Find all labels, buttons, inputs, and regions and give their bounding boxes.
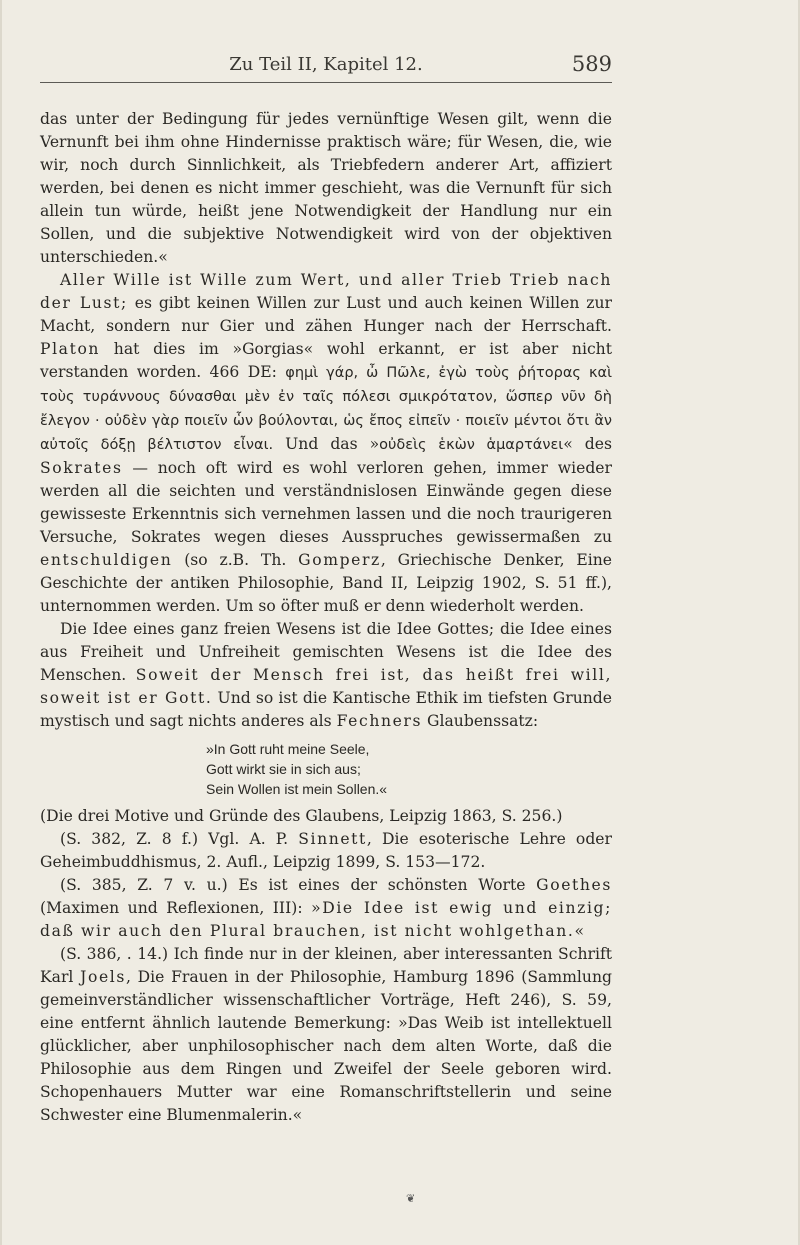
text-run: (S. 385, Z. 7 v. u.) Es ist eines der schönsten Worte [60,876,537,894]
page-edge-left [0,0,2,1245]
name-goethes: Goethes [536,876,612,894]
body-text [40,108,612,1127]
text-run: , Die Frauen in der Philosophie, Hamburg 1896 (Sammlung gemeinverständlicher wissenschaftlicher Vorträge, Heft 246), S. 59, eine entfernt ähnlich lautende Bemerkung: »Das Weib ist intellektuell glücklicher, aber unphilosophischer nach dem alten Worte, daß die Philosophie aus dem Ringen und Zweifel der Seele geboren wird. Schopenhauers Mutter war eine Romanschriftstellerin und seine Schwester eine Blumenmalerin.« [40,968,612,1124]
poem-line: »In Gott ruht meine Seele, [206,741,370,757]
ornament-mark: ❦ [406,1192,416,1205]
spaced-emphasis: Soweit der Mensch frei ist, das heißt frei will, soweit ist er Gott. [40,666,612,707]
paragraph-fechner-source: (Die drei Motive und Gründe des Glaubens, Leipzig 1863, S. 256.) [40,807,563,825]
text-run: Und so ist die Kantische Ethik im tiefsten Grunde mystisch und sagt nichts anderes als [40,689,613,730]
text-run: es gibt keinen Willen zur Lust und auch keinen Willen zur Macht, sondern nur Gier und zähen Hunger nach der Herrschaft. [40,294,612,335]
spaced-emphasis: entschuldigen [40,551,173,569]
page-number: 589 [571,52,612,76]
chapter-title: Zu Teil II, Kapitel 12. [229,54,423,75]
text-run: Die Idee eines ganz freien Wesens ist die Idee Gottes; die Idee eines aus Freiheit und Unfreiheit gemischten Wesens ist die Idee des Menschen. [40,620,612,684]
running-header [40,52,612,83]
greek-quote-oudeis: οὐδεὶς ἑκὼν ἁμαρτάνει [379,437,564,453]
poem-line: Sein Wollen ist mein Sollen.« [206,781,388,797]
spaced-emphasis: Aller Wille ist Wille zum Wert, und aller Trieb Trieb nach der Lust; [40,271,612,312]
spaced-emphasis: »Die Idee ist ewig und einzig; daß wir auch den Plural brauchen, ist nicht wohlgethan.« [40,899,612,940]
text-run: , Griechische Denker, Eine Geschichte der antiken Philosophie, Band II, Leipzig 1902, S. 51 ff.), unternommen werden. Um so öfter muß er denn wiederholt werden. [40,551,613,615]
text-run: (S. 386, . 14.) Ich finde nur in der kleinen, aber interessanten Schrift Karl [40,945,612,986]
name-sinnett: Sinnett [298,830,367,848]
text-run: « des [563,435,612,453]
poem-line: Gott wirkt sie in sich aus; [206,761,361,777]
paragraph-will-and-value [40,269,612,618]
text-run: Und das » [273,435,380,453]
text-run: (so z.B. Th. [172,551,299,569]
name-joels: Joels [80,968,126,986]
name-sokrates: Sokrates [40,459,123,477]
text-run: (Maximen und Reflexionen, III): [40,899,312,917]
text-run: Glaubenssatz: [422,712,539,730]
text-run: — noch oft wird es wohl verloren gehen, immer wieder werden all die seichten und verständnislosen Einwände gegen diese gewisseste Erkenntnis sich vernehmen lassen und die noch traurigeren Versuche, Sokrates wegen dieses Ausspruches gewissermaßen zu [40,459,612,546]
paragraph-note-385 [40,874,612,943]
greek-quote-gorgias: φημὶ γάρ, ὦ Πῶλε, ἐγὼ τοὺς ῥήτορας καὶ τοὺς τυράννους δύνασθαι μὲν ἐν ταῖς πόλεσι σμικρότατον, ὥσπερ νῦν δὴ ἔλεγον · οὐδὲν γὰρ ποιεῖν ὧν βούλονται, ὡς ἔπος εἰπεῖν · ποιεῖν μέντοι ὅτι ἂν αὐτοῖς δόξῃ βέλτιστον εἶναι. [40,365,612,453]
paragraph-kant-quote: das unter der Bedingung für jedes vernünftige Wesen gilt, wenn die Vernunft bei ihm ohne Hindernisse praktisch wäre; für Wesen, die, wie wir, noch durch Sinnlichkeit, als Triebfedern anderer Art, affiziert werden, bei denen es nicht immer geschieht, was die Vernunft für sich allein tun würde, heißt jene Notwendigkeit der Handlung nur ein Sollen, und die subjektive Notwendigkeit wird von der objektiven unterschieden.« [40,110,612,266]
paragraph-note-382 [40,828,612,874]
text-run: hat dies im »Gorgias« wohl erkannt, er ist aber nicht verstanden worden. 466 DE: [40,340,612,381]
name-fechners: Fechners [336,712,423,730]
name-platon: Platon [40,340,101,358]
name-gomperz: Gomperz [298,551,381,569]
poem-quote [206,739,612,799]
text-run: (S. 382, Z. 8 f.) Vgl. A. P. [60,830,299,848]
text-run: , Die esoterische Lehre oder Geheimbuddhismus, 2. Aufl., Leipzig 1899, S. 153—172. [40,830,612,871]
paragraph-note-386 [40,943,612,1127]
paragraph-idea-of-god [40,618,612,733]
